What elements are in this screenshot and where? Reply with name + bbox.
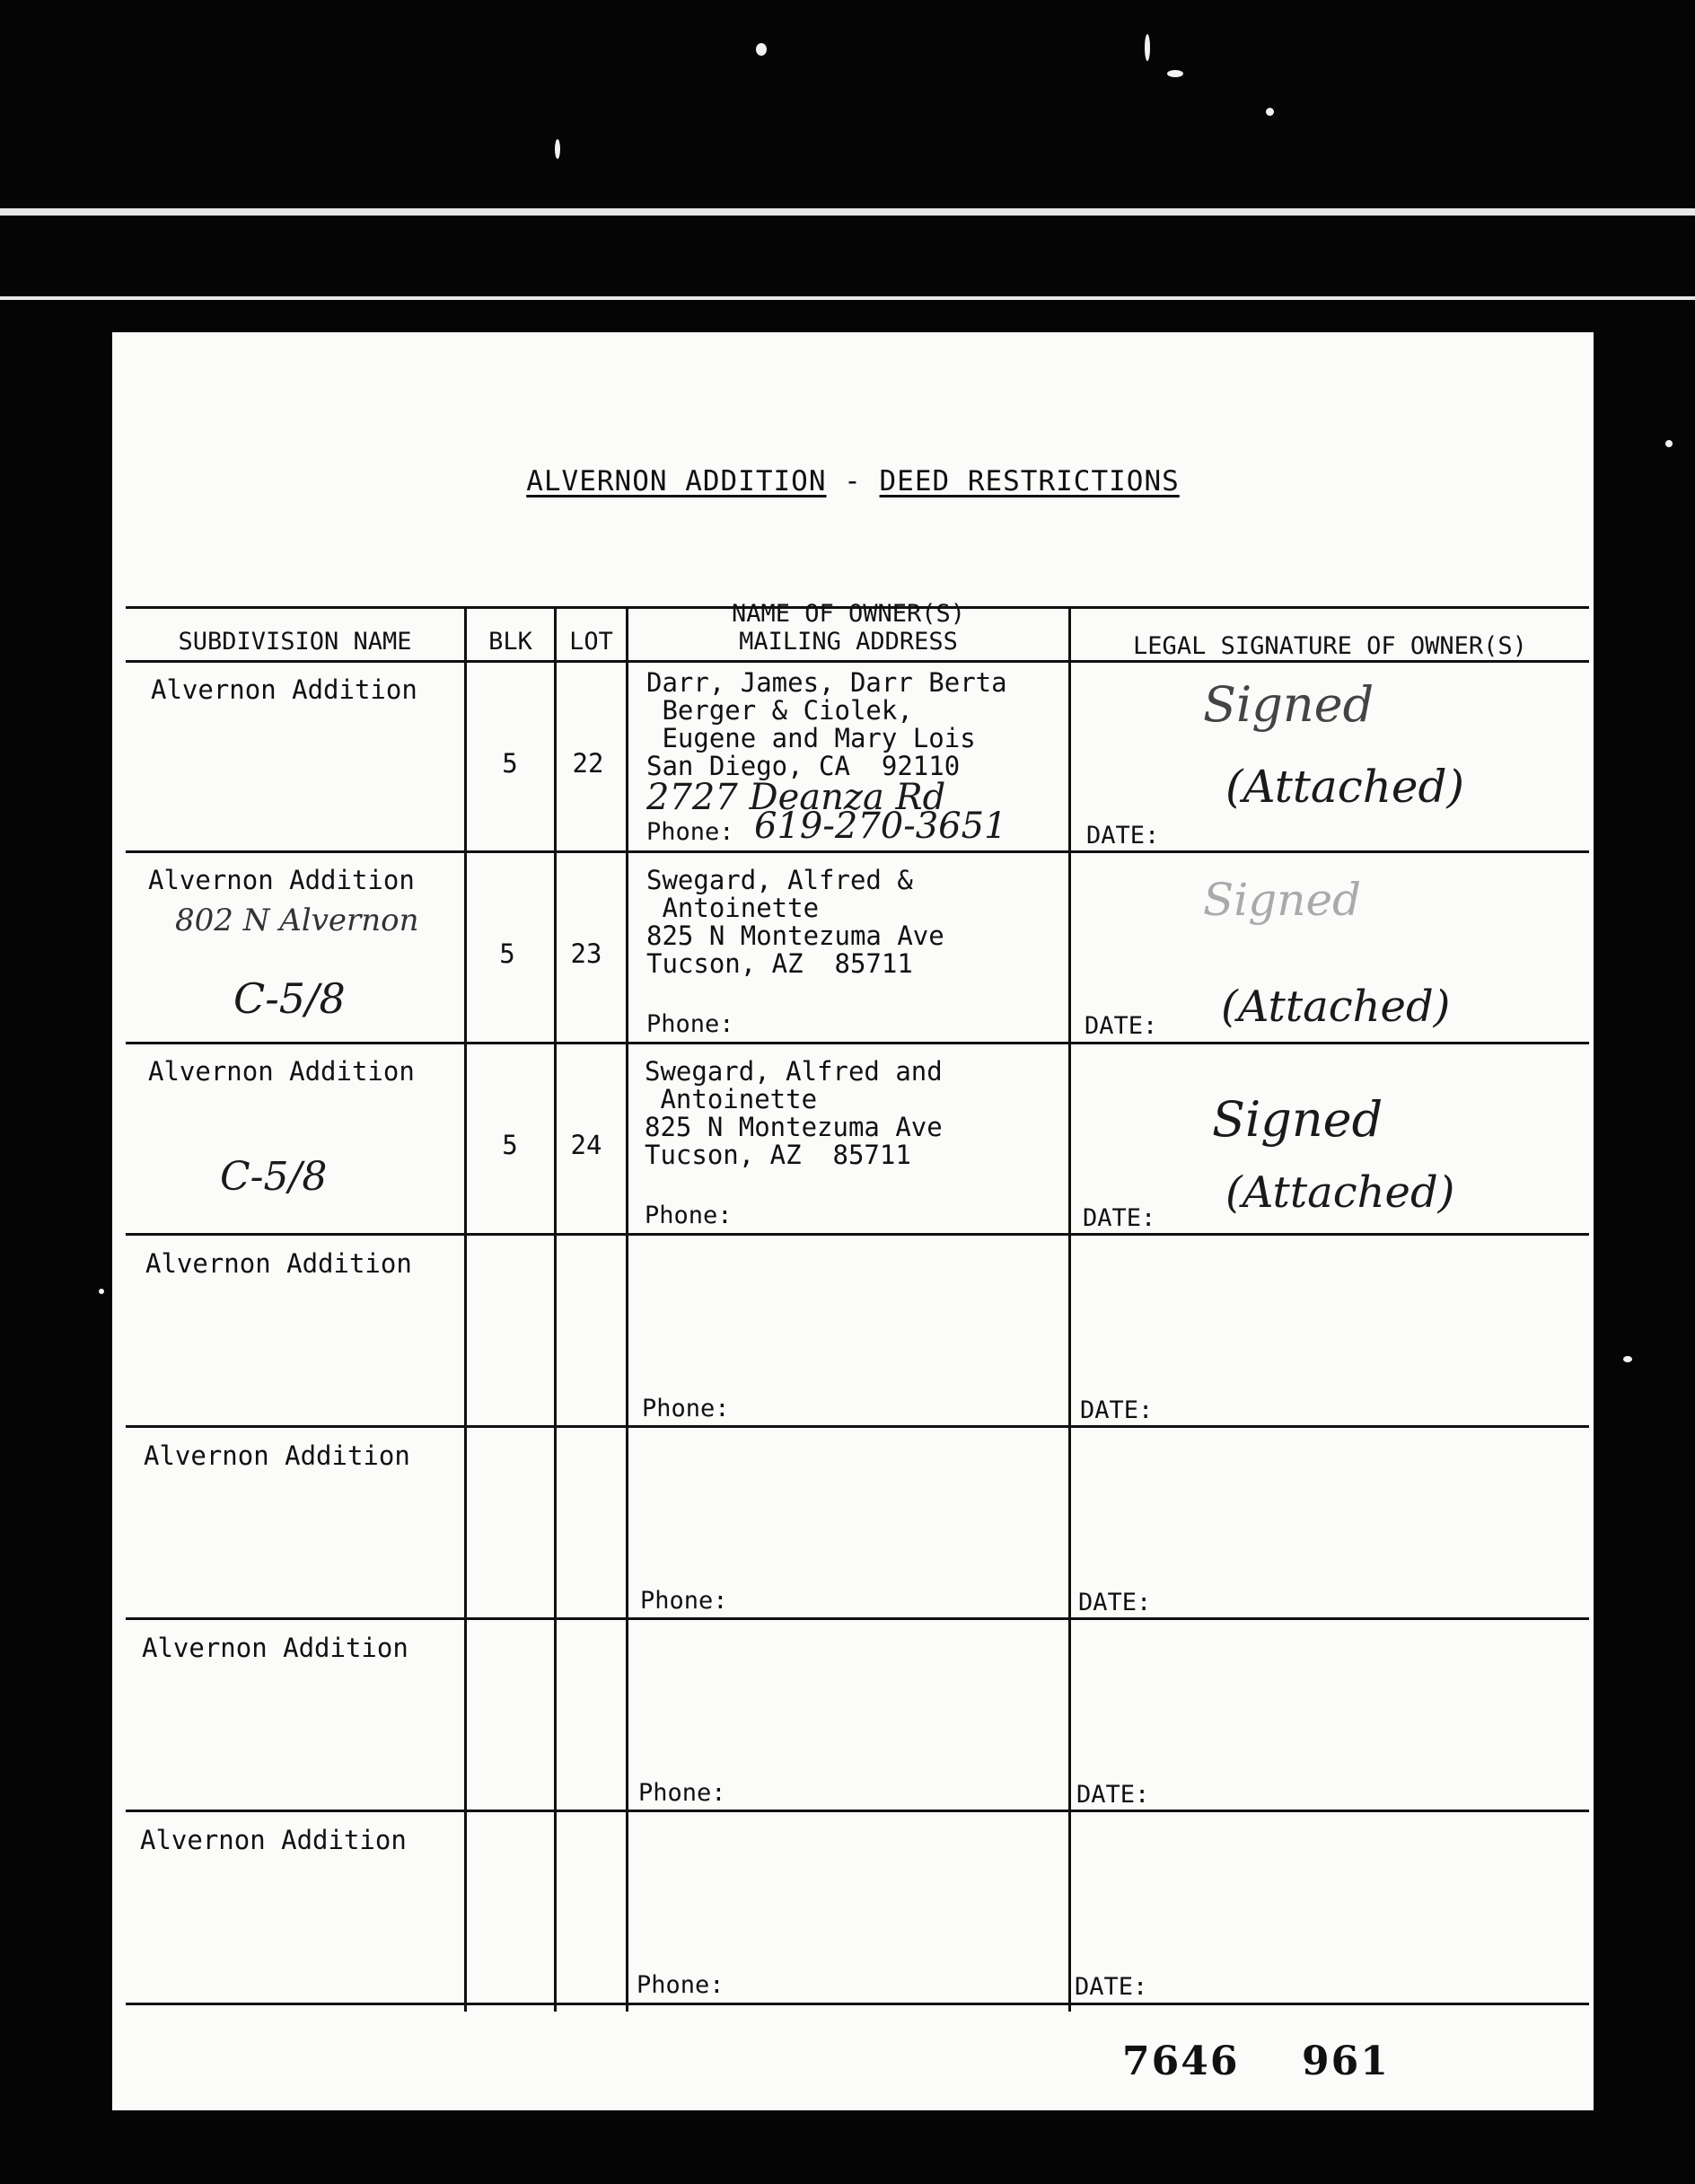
- header-lot: LOT: [569, 628, 613, 656]
- row-7-phone-label: Phone:: [637, 1971, 725, 1999]
- scan-speck: [1623, 1356, 1632, 1362]
- row-4-date-label: DATE:: [1080, 1396, 1154, 1424]
- scan-speck: [1665, 440, 1673, 447]
- table-rule-bottom: [126, 2003, 1589, 2005]
- row-1-date-label: DATE:: [1086, 822, 1160, 850]
- header-blk: BLK: [488, 628, 532, 656]
- scan-speck: [555, 139, 560, 159]
- scan-speck: [1145, 34, 1150, 61]
- row-3-date-label: DATE:: [1083, 1204, 1156, 1232]
- table-rule-row-5: [126, 1617, 1589, 1620]
- row-2-signature-line-1: Signed: [1203, 874, 1362, 926]
- deed-restrictions-table: [126, 600, 1589, 2012]
- row-7-date-label: DATE:: [1075, 1973, 1148, 2001]
- row-2-date-label: DATE:: [1085, 1012, 1158, 1040]
- row-1-subdivision: Alvernon Addition: [151, 674, 417, 705]
- table-col-rule-4: [1068, 606, 1071, 2012]
- scan-speck: [99, 1289, 104, 1294]
- header-owner-line-2: MAILING ADDRESS: [739, 628, 958, 656]
- table-col-rule-1: [464, 606, 467, 2012]
- row-6-subdivision: Alvernon Addition: [142, 1633, 408, 1663]
- row-5-phone-label: Phone:: [640, 1587, 728, 1615]
- table-col-rule-2: [554, 606, 557, 2012]
- row-1-handwritten-address: 2727 Deanza Rd: [646, 777, 946, 818]
- row-3-handwritten-note: C-5/8: [220, 1154, 328, 1200]
- row-2-owner: Swegard, Alfred & Antoinette 825 N Montezuma Ave Tucson, AZ 85711: [646, 865, 944, 979]
- row-1-handwritten-phone: 619-270-3651: [754, 806, 1007, 847]
- row-2-subdivision: Alvernon Addition: [148, 865, 415, 895]
- row-3-lot: 24: [570, 1130, 602, 1160]
- row-1-blk: 5: [502, 748, 518, 779]
- row-6-phone-label: Phone:: [638, 1779, 726, 1807]
- row-3-blk: 5: [502, 1130, 518, 1160]
- row-3-signature-line-2: (Attached): [1225, 1167, 1455, 1218]
- header-signature: LEGAL SIGNATURE OF OWNER(S): [1133, 632, 1527, 660]
- table-rule-row-2: [126, 1042, 1589, 1044]
- document-title: [112, 465, 1594, 498]
- row-1-lot: 22: [572, 748, 604, 779]
- row-2-blk: 5: [499, 938, 515, 969]
- row-2-handwritten-note: C-5/8: [233, 974, 346, 1023]
- row-1-owner: Darr, James, Darr Berta Berger & Ciolek, Eugene and Mary Lois San Diego, CA 92110: [646, 667, 1007, 781]
- header-owner-line-1: NAME OF OWNER(S): [731, 600, 966, 628]
- row-7-subdivision: Alvernon Addition: [140, 1825, 407, 1855]
- table-col-rule-3: [626, 606, 628, 2012]
- row-2-signature-line-2: (Attached): [1221, 982, 1451, 1032]
- scan-rule-upper: [0, 208, 1695, 216]
- scan-rule-lower: [0, 296, 1695, 300]
- table-rule-row-1: [126, 850, 1589, 853]
- row-1-phone-label: Phone:: [646, 818, 734, 846]
- title-separator: -: [826, 465, 880, 498]
- row-5-date-label: DATE:: [1078, 1589, 1152, 1616]
- footer-number-2: 961: [1302, 2039, 1390, 2084]
- scan-speck: [1167, 70, 1183, 77]
- title-part-2: DEED RESTRICTIONS: [879, 465, 1180, 498]
- row-3-owner: Swegard, Alfred and Antoinette 825 N Montezuma Ave Tucson, AZ 85711: [645, 1056, 943, 1170]
- row-3-subdivision: Alvernon Addition: [148, 1056, 415, 1087]
- row-2-lot: 23: [570, 938, 602, 969]
- document-page: [112, 332, 1594, 2110]
- row-2-phone-label: Phone:: [646, 1010, 734, 1038]
- row-1-signature-line-2: (Attached): [1225, 761, 1465, 813]
- table-rule-row-4: [126, 1425, 1589, 1428]
- row-1-signature-line-1: Signed: [1203, 676, 1374, 733]
- header-subdivision: SUBDIVISION NAME: [178, 628, 412, 656]
- row-4-subdivision: Alvernon Addition: [145, 1248, 412, 1279]
- row-3-signature-line-1: Signed: [1212, 1091, 1383, 1148]
- table-rule-header: [126, 660, 1589, 663]
- footer-number-1: 7646: [1122, 2039, 1240, 2084]
- scan-speck: [1266, 108, 1274, 116]
- row-3-phone-label: Phone:: [645, 1202, 733, 1229]
- row-5-subdivision: Alvernon Addition: [144, 1440, 410, 1471]
- row-2-handwritten-address-note: 802 N Alvernon: [175, 903, 419, 938]
- scan-speck: [756, 43, 767, 56]
- title-part-1: ALVERNON ADDITION: [526, 465, 827, 498]
- row-4-phone-label: Phone:: [642, 1395, 730, 1422]
- table-rule-row-3: [126, 1233, 1589, 1236]
- row-6-date-label: DATE:: [1076, 1781, 1150, 1809]
- table-rule-row-6: [126, 1810, 1589, 1812]
